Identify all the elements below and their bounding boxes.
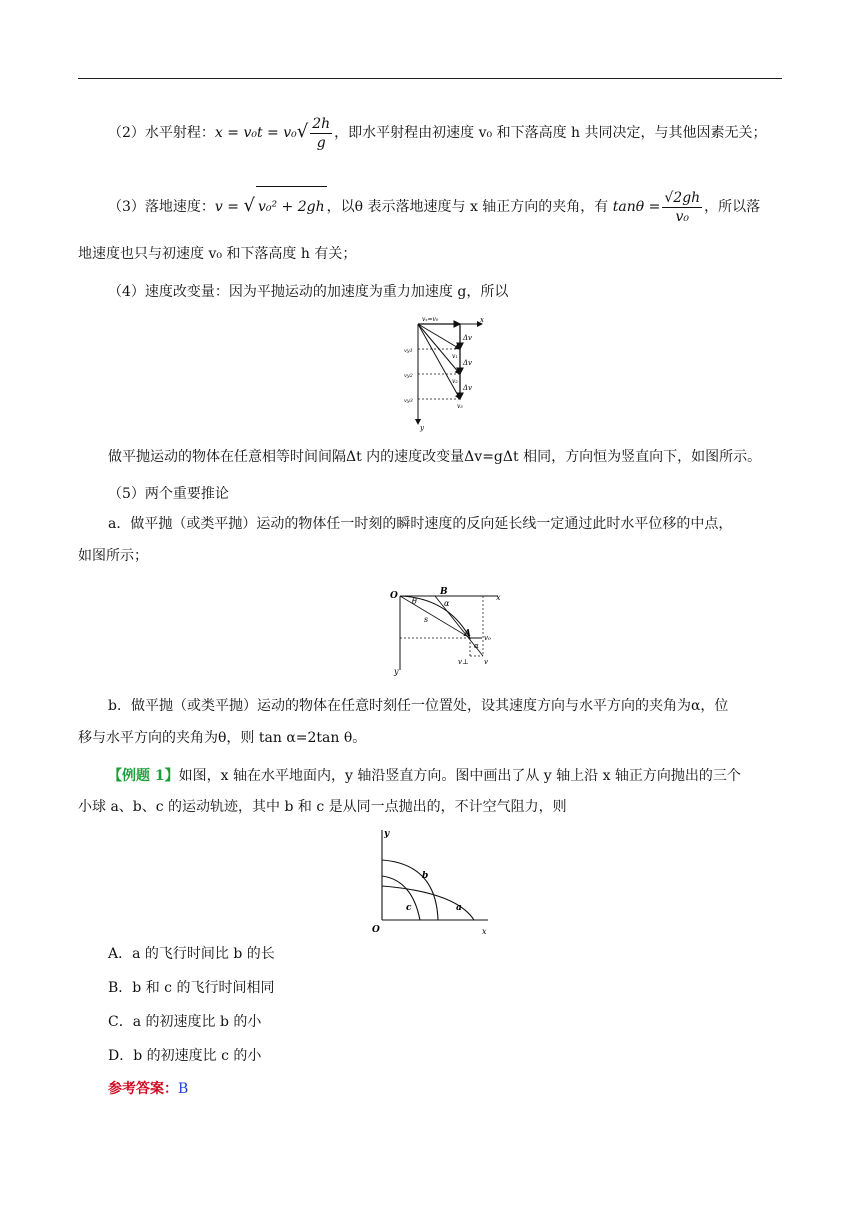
fig1-vy3: vy3 [404,398,413,404]
displacement-midpoint-figure [388,586,508,676]
corollary-b-line-1: b．做平抛（或类平抛）运动的物体在任意时刻任一位置处，设其速度方向与水平方向的夹角为α，位 [108,698,729,714]
fig3-y: y [384,829,390,839]
fig1-top-label: vₓ=v₀ [422,316,439,323]
header-rule [78,78,782,79]
fig1-dv-3: Δv [463,384,473,392]
fig2-y: y [394,667,399,676]
example-tag: 【例题 1】 [108,768,179,784]
velocity-change-figure [400,312,490,432]
example-1-line-1: 【例题 1】如图，x 轴在水平地面内，y 轴沿竖直方向。图中画出了从 y 轴上沿 x 轴正方向抛出的三个 [108,768,741,784]
item-4-velocity-change: （4）速度改变量：因为平抛运动的加速度为重力加速度 g，所以 [108,284,509,300]
fig2-theta: θ [412,597,417,606]
fig1-v1: v₁ [452,353,458,360]
example-1-line-2: 小球 a、b、c 的运动轨迹，其中 b 和 c 是从同一点抛出的，不计空气阻力，则 [78,799,567,815]
fig2-vperp: v⊥ [458,658,469,666]
fig1-x-label: x [480,316,484,324]
corollary-a-line-2: 如图所示； [78,548,148,564]
fig2-s: s [424,615,429,624]
fig2-O: O [390,591,398,601]
fig2-x: x [496,593,501,602]
fig2-alpha-top: α [444,599,450,608]
fig2-A: A [464,629,471,639]
answer-line [108,1079,782,1099]
answer-label: 参考答案： [108,1081,178,1097]
option-c: C．a 的初速度比 b 的小 [108,1014,262,1030]
tan-fraction: $\frac{√2gh}{\text{v₀}}$ [664,189,701,225]
option-a: A．a 的飞行时间比 b 的长 [108,946,275,962]
fig2-alpha-bottom: α [474,642,479,650]
fig3-O: O [372,925,380,935]
fig3-x: x [482,927,487,936]
option-d: D．b 的初速度比 c 的小 [108,1048,262,1064]
fig3-a: a [456,903,462,913]
item-3-line-2: 地速度也只与初速度 v₀ 和下落高度 h 有关； [78,246,357,262]
corollary-b-line-2: 移与水平方向的夹角为θ，则 tan α=2tan θ。 [78,730,367,746]
fig1-y-label: y [420,424,424,432]
item-2-horizontal-range: （2）水平射程：x = v₀t = v₀√ $\frac{2h}{g}$ ，即水平射程由初速度 v₀ 和下落高度 h 共同决定，与其他因素无关； [108,115,767,151]
fig1-dv-1: Δv [463,334,473,342]
fig2-v: v [484,658,488,666]
item-3-landing-speed: （3）落地速度：v = √ v₀² + 2gh ，以θ 表示落地速度与 x 轴正方向的夹角，有 tanθ = $\frac{√2gh}{\text{v₀}}$ ，所以落 [108,186,782,227]
fig3-c: c [406,903,412,913]
range-fraction: $\frac{2h}{g}$ [312,115,331,151]
answer-value: B [178,1081,189,1097]
option-b: B．b 和 c 的飞行时间相同 [108,980,275,996]
fig1-dv-2: Δv [463,359,473,367]
fig1-v2: v₂ [452,378,458,385]
fig1-vy2: vy2 [404,373,413,379]
corollary-a-line-1: a．做平抛（或类平抛）运动的物体任一时刻的瞬时速度的反向延长线一定通过此时水平位移的中点， [108,516,733,532]
fig2-B: B [440,587,448,597]
velocity-change-paragraph: 做平抛运动的物体在任意相等时间间隔Δt 内的速度改变量Δv=gΔt 相同，方向恒为竖直向下，如图所示。 [108,449,762,465]
item-5-heading: （5）两个重要推论 [108,486,229,502]
trajectories-figure [366,826,496,938]
fig2-v0: v₀ [484,634,491,642]
fig3-b: b [422,871,429,881]
fig1-v3: v₃ [457,403,463,410]
fig1-vy1: vy1 [404,348,413,354]
